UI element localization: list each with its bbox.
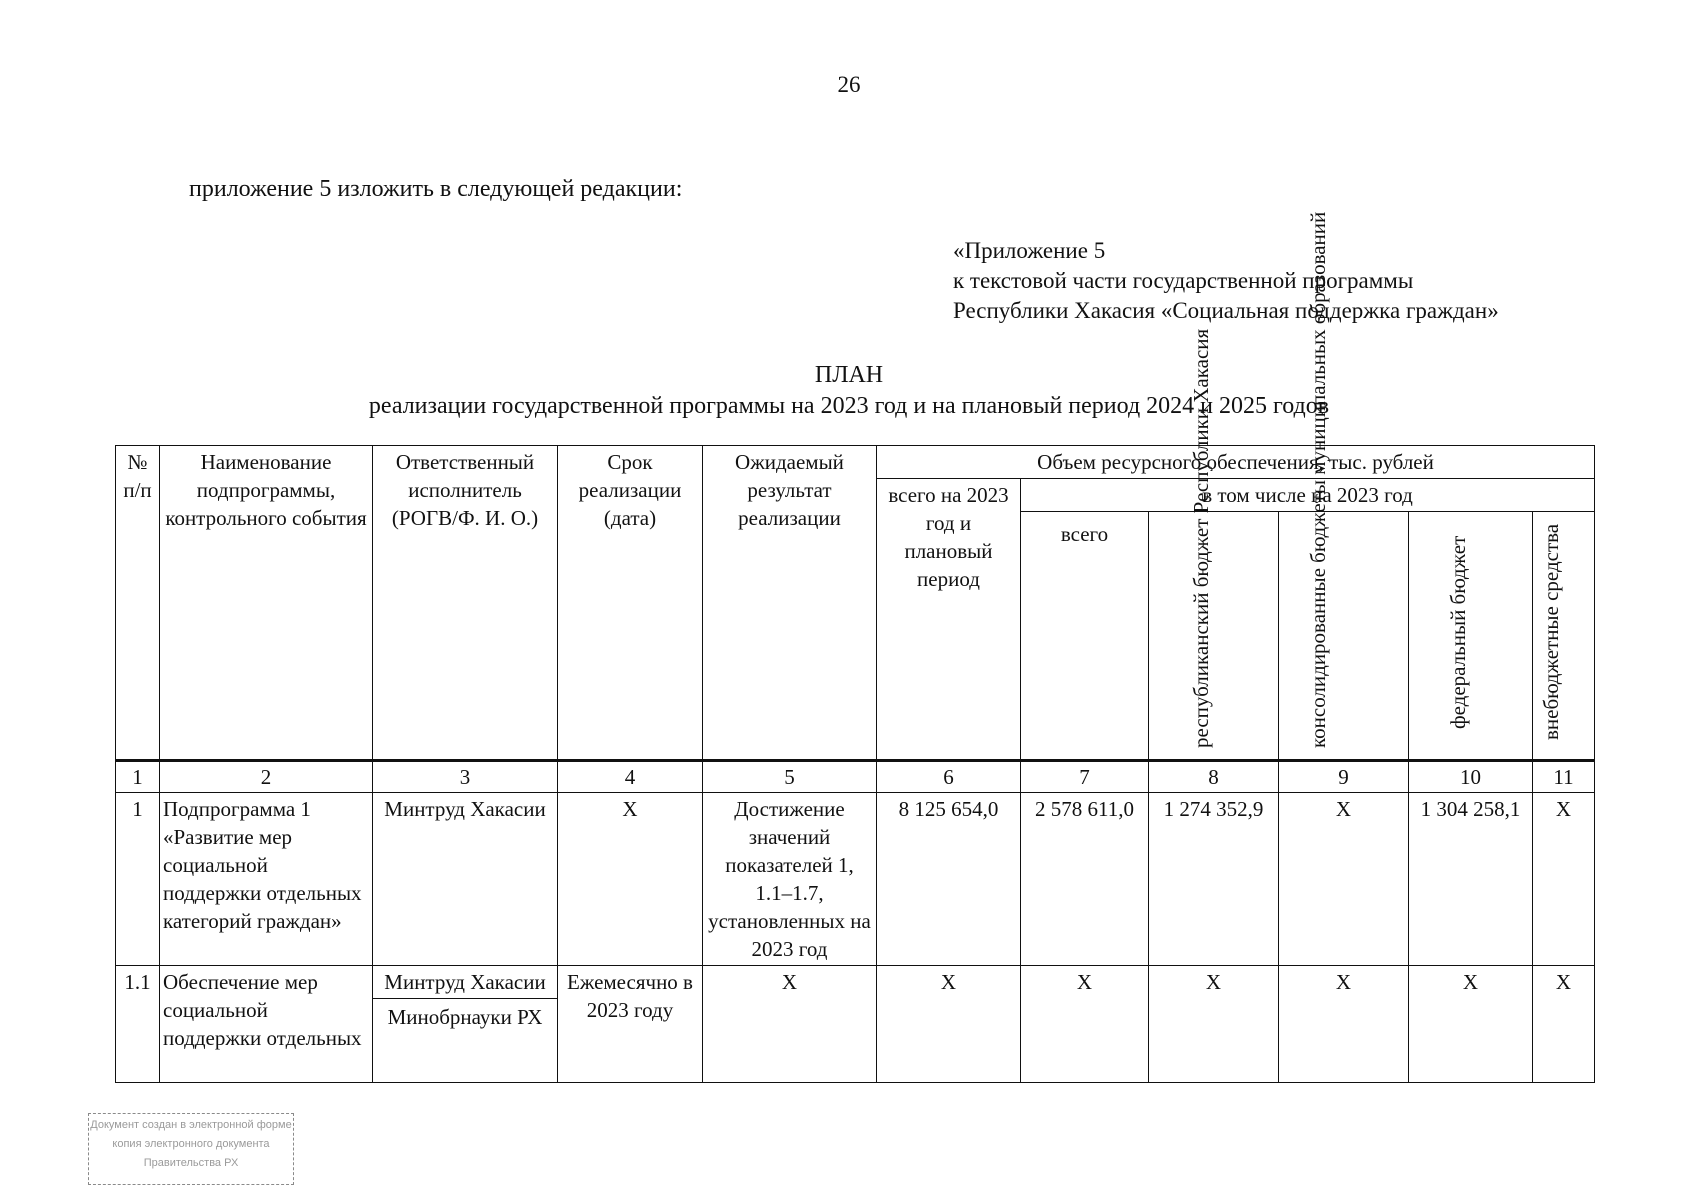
column-number: 1 [116, 761, 160, 793]
row-total-period: 8 125 654,0 [877, 793, 1021, 966]
header-result: Ожидаемый результат реализации [703, 446, 877, 761]
row-executor-secondary: Минобрнауки РХ [387, 1005, 543, 1029]
header-total-2023: всего [1021, 512, 1149, 761]
row-extra-budget: Х [1533, 793, 1595, 966]
appendix-line: Республики Хакасия «Социальная поддержка граждан» [953, 298, 1499, 323]
row-federal-budget: Х [1409, 966, 1533, 1083]
row-municipal-budgets: Х [1279, 966, 1409, 1083]
row-federal-budget: 1 304 258,1 [1409, 793, 1533, 966]
column-number: 3 [373, 761, 558, 793]
header-total-period: всего на 2023 год и плановый период [877, 479, 1021, 761]
plan-title: ПЛАН [814, 362, 884, 388]
row-extra-budget: Х [1533, 966, 1595, 1083]
table-row [116, 793, 1595, 966]
row-executor [373, 966, 558, 1083]
row-result: Х [703, 966, 877, 1083]
plan-subtitle: реализации государственной программы на 2023 год и на плановый период 2024 и 2025 годов [368, 393, 1330, 419]
page-number: 26 [837, 72, 861, 97]
appendix-line: к текстовой части государственной программы [953, 268, 1414, 293]
header-municipal-budgets-text: консолидированные бюджеты муниципальных образований [1305, 211, 1330, 748]
row-total-2023: Х [1021, 966, 1149, 1083]
column-number: 11 [1533, 761, 1595, 793]
row-name: Подпрограмма 1 «Развитие мер социальной поддержки отдельных категорий граждан» [160, 793, 373, 966]
intro-text: приложение 5 изложить в следующей редакции: [189, 176, 683, 202]
table-row [116, 966, 1595, 1083]
row-deadline: Ежемесячно в 2023 году [558, 966, 703, 1083]
row-total-2023: 2 578 611,0 [1021, 793, 1149, 966]
row-num: 1 [116, 793, 160, 966]
row-executor-primary: Минтруд Хакасии [373, 966, 557, 999]
column-number: 10 [1409, 761, 1533, 793]
header-deadline: Срок реализации (дата) [558, 446, 703, 761]
row-num: 1.1 [116, 966, 160, 1083]
row-name: Обеспечение мер социальной поддержки отдельных [160, 966, 373, 1083]
column-number: 5 [703, 761, 877, 793]
electronic-document-stamp [88, 1113, 294, 1185]
stamp-line: Документ создан в электронной форме [90, 1119, 292, 1131]
appendix-header [953, 236, 1499, 326]
header-num: № п/п [116, 446, 160, 761]
stamp-line: Правительства РХ [143, 1157, 239, 1169]
header-name: Наименование подпрограммы, контрольного события [160, 446, 373, 761]
header-extra-budget [1533, 512, 1595, 761]
plan-title-block [0, 360, 1698, 422]
column-number: 2 [160, 761, 373, 793]
header-resources: Объем ресурсного обеспечения, тыс. рублей [877, 446, 1595, 479]
column-number: 9 [1279, 761, 1409, 793]
row-deadline: Х [558, 793, 703, 966]
header-extra-budget-text: внебюджетные средства [1538, 523, 1563, 741]
stamp-line: копия электронного документа [112, 1138, 270, 1150]
column-number-row [116, 761, 1595, 793]
header-executor: Ответственный исполнитель (РОГВ/Ф. И. О.) [373, 446, 558, 761]
header-federal-budget-text: федеральный бюджет [1445, 535, 1470, 729]
row-municipal-budgets: Х [1279, 793, 1409, 966]
header-federal-budget [1409, 512, 1533, 761]
appendix-line: «Приложение 5 [953, 238, 1106, 263]
row-republic-budget: Х [1149, 966, 1279, 1083]
header-including-2023: в том числе на 2023 год [1021, 479, 1595, 512]
row-result: Достижение значений показателей 1, 1.1–1.7, установленных на 2023 год [703, 793, 877, 966]
column-number: 4 [558, 761, 703, 793]
header-republic-budget [1149, 328, 1279, 761]
row-republic-budget: 1 274 352,9 [1149, 793, 1279, 966]
column-number: 7 [1021, 761, 1149, 793]
header-row-1 [116, 446, 1595, 479]
column-number: 6 [877, 761, 1021, 793]
row-total-period: Х [877, 966, 1021, 1083]
row-executor: Минтруд Хакасии [373, 793, 558, 966]
header-republic-budget-text: республиканский бюджет Республики Хакасия [1188, 328, 1213, 748]
column-number: 8 [1149, 761, 1279, 793]
